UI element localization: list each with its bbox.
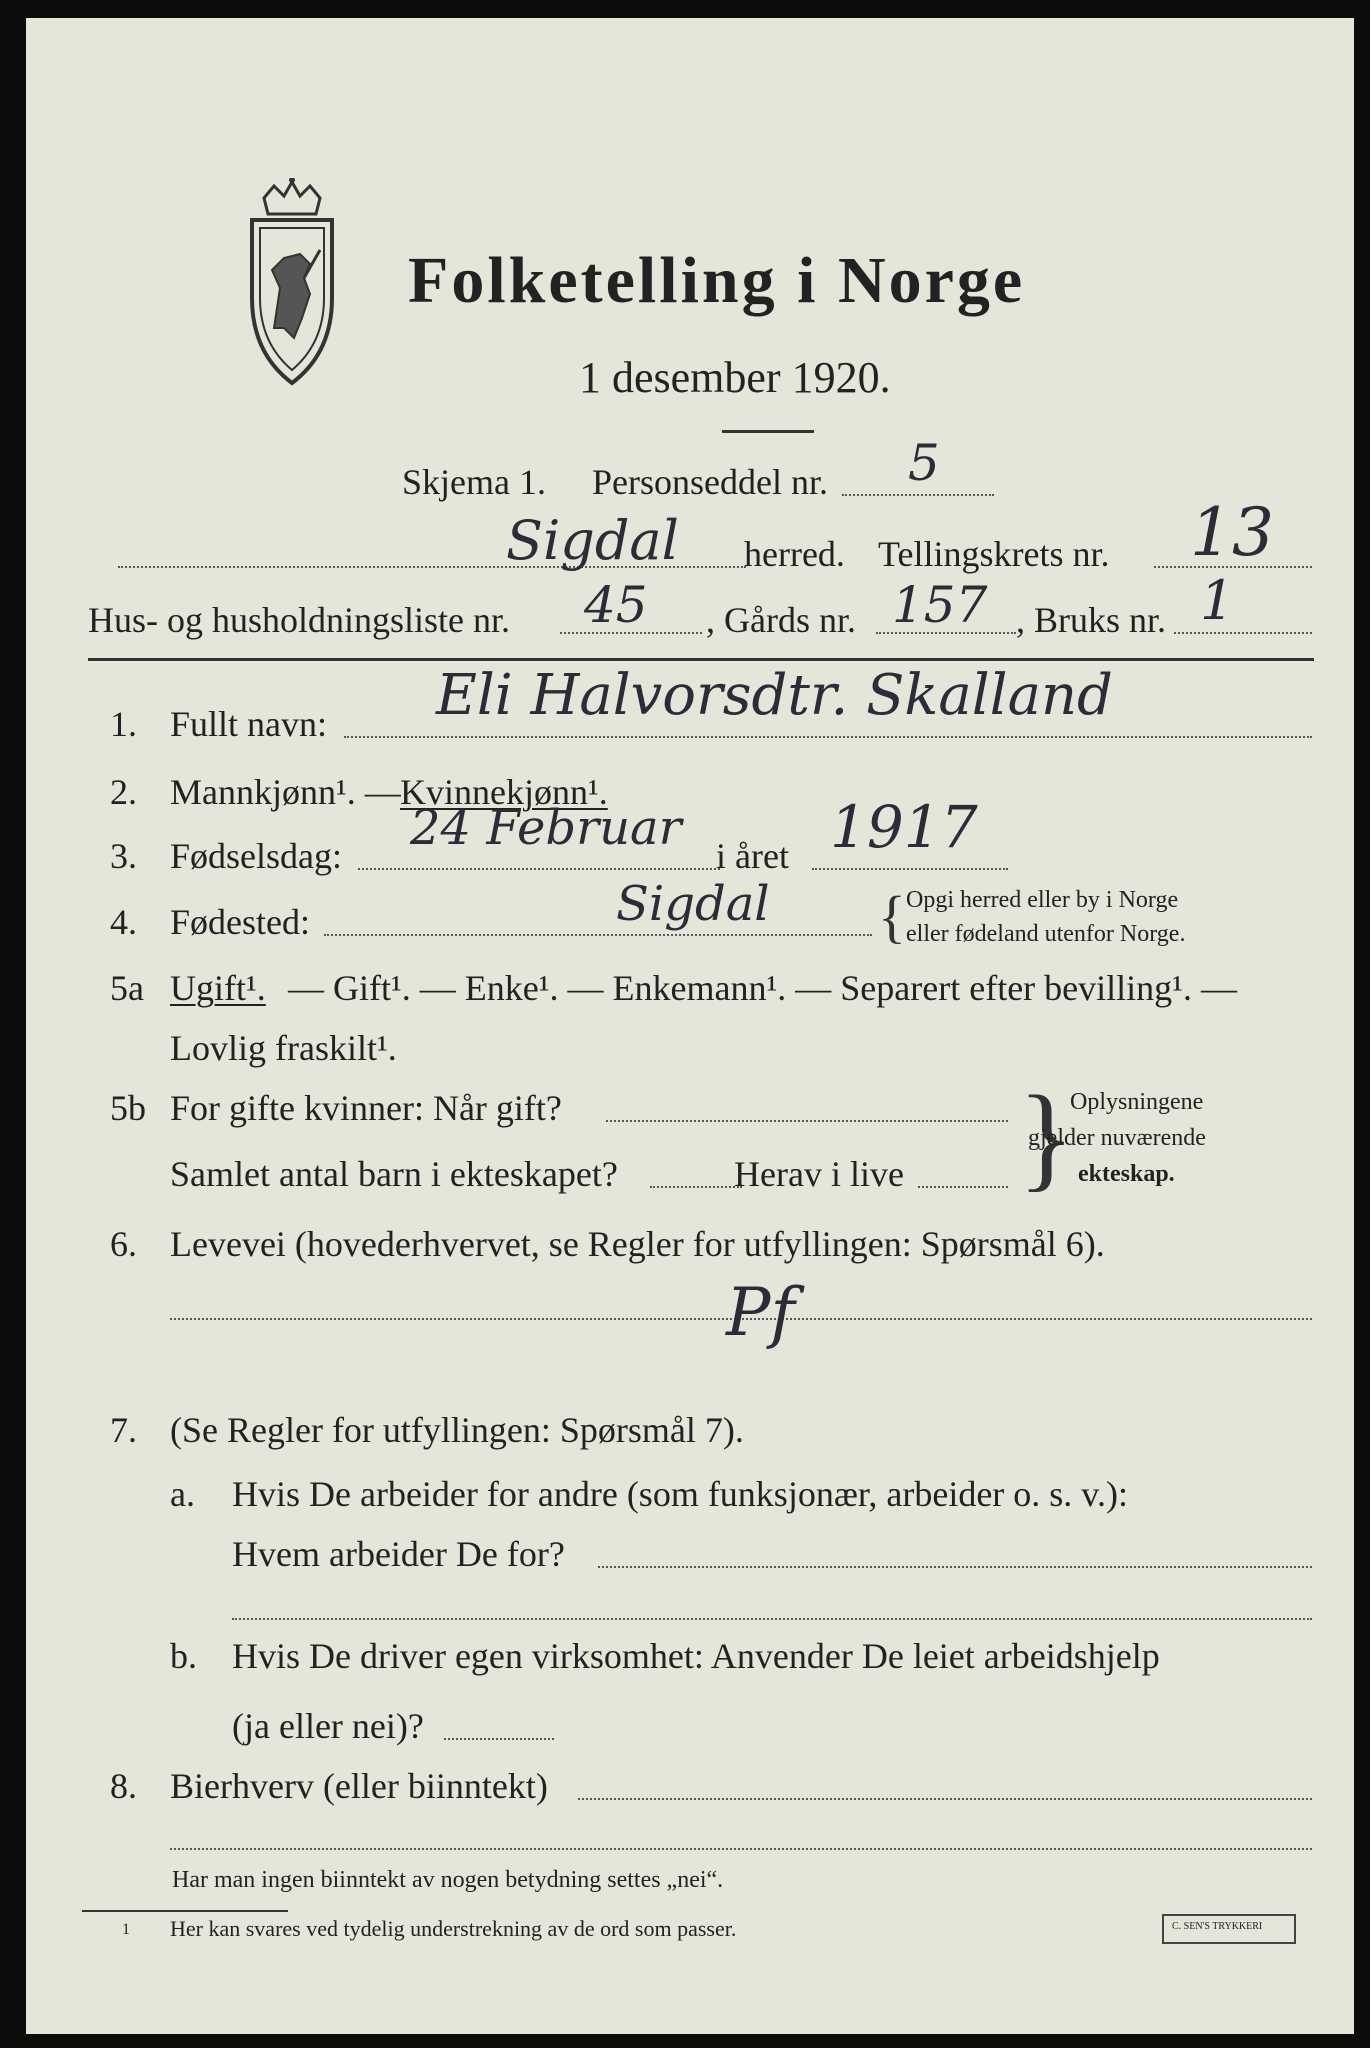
f7a-num: a. [170,1474,195,1514]
f3-label: Fødselsdag: [170,836,343,876]
f6-label: Levevei (hovederhvervet, se Regler for utfyllingen: Spørsmål 6). [170,1224,1105,1264]
f3-year-line [812,868,1008,870]
f5b-note-3: ekteskap. [1078,1161,1175,1187]
hus-value[interactable]: 45 [584,576,648,634]
gards-label: , Gårds nr. [706,600,856,640]
footer-note: Har man ingen biinntekt av nogen betydning settes „nei“. [172,1867,724,1893]
printer-stamp [1162,1914,1296,1944]
f8-num: 8. [110,1766,137,1806]
census-date: 1 desember 1920. [579,353,891,402]
f5b-line2a-dots [650,1186,742,1188]
f5a-ugift: Ugift¹. [170,968,266,1008]
f7b-line2-dots [444,1738,554,1740]
f5b-note-1: Oplysningene [1070,1089,1204,1115]
bruks-label: , Bruks nr. [1016,600,1167,640]
birthday-value[interactable]: 24 Februar [410,800,682,856]
f8-label: Bierhverv (eller biinntekt) [170,1766,548,1806]
tellingskrets-label: Tellingskrets nr. [878,534,1110,574]
f8-line2 [170,1848,1312,1850]
bruks-line [1174,632,1312,634]
f4-note-1: Opgi herred eller by i Norge [906,887,1179,913]
f7b-label: Hvis De driver egen virksomhet: Anvender De leiet arbeidshjelp [232,1636,1160,1676]
f4-note-2: eller fødeland utenfor Norge. [906,921,1186,947]
f3-line [358,868,720,870]
title-divider [722,430,814,433]
f5b-line [606,1120,1008,1122]
personseddel-line [842,494,994,496]
f7a-label: Hvis De arbeider for andre (som funksjonær, arbeider o. s. v.): [232,1474,1128,1514]
f8-line [578,1798,1312,1800]
herred-value[interactable]: Sigdal [506,509,679,572]
f7b-line2: (ja eller nei)? [232,1706,424,1746]
f5b-line2a: Samlet antal barn i ekteskapet? [170,1154,618,1194]
f4-num: 4. [110,902,137,942]
f5b-brace: } [1018,1071,1075,1202]
f5a-line2: Lovlig fraskilt¹. [170,1028,397,1068]
footnote-text: Her kan svares ved tydelig understrekning av de ord som passer. [170,1916,737,1941]
f7-num: 7. [110,1410,137,1450]
f4-line [324,934,872,936]
f1-label: Fullt navn: [170,704,328,744]
f7a-line2-dots [598,1566,1312,1568]
f5a-options: — Gift¹. — Enke¹. — Enkemann¹. — Separert efter bevilling¹. — [288,968,1237,1008]
f5b-note-2: gjelder nuværende [1028,1125,1206,1151]
header-rule [88,658,1314,661]
f1-num: 1. [110,704,137,744]
coat-of-arms-icon [244,178,340,388]
footnote-number: 1 [122,1921,130,1938]
f7-label: (Se Regler for utfyllingen: Spørsmål 7). [170,1410,744,1450]
full-name-value[interactable]: Eli Halvorsdtr. Skalland [436,663,1113,728]
f4-label: Fødested: [170,902,310,942]
personseddel-label: Personseddel nr. [592,462,828,502]
occupation-value[interactable]: Pf [726,1274,795,1351]
f3-year-label: i året [716,836,789,876]
f5b-label: For gifte kvinner: Når gift? [170,1088,562,1128]
hus-label: Hus- og husholdningsliste nr. [88,600,511,640]
f5b-num: 5b [110,1088,146,1128]
f7a-line2: Hvem arbeider De for? [232,1534,565,1574]
skjema-label: Skjema 1. [402,462,546,502]
personseddel-value[interactable]: 5 [908,434,940,492]
f2-num: 2. [110,772,137,812]
f2-female: Kvinnekjønn¹. [400,772,608,812]
footnote-rule [82,1910,288,1912]
printer-stamp-text: C. SEN'S TRYKKERI [1172,1921,1263,1932]
f7a-line3-dots [232,1618,1312,1620]
bruks-value[interactable]: 1 [1200,569,1235,632]
f6-num: 6. [110,1224,137,1264]
f5b-line2b-dots [918,1186,1008,1188]
birthplace-value[interactable]: Sigdal [616,876,770,932]
census-form [26,18,1354,2034]
herred-label: herred. [744,534,845,574]
gards-value[interactable]: 157 [892,576,988,634]
f1-line [344,736,1312,738]
f7b-num: b. [170,1636,197,1676]
f4-brace: { [878,884,906,949]
birth-year-value[interactable]: 1917 [830,793,978,861]
f3-num: 3. [110,836,137,876]
form-title: Folketelling i Norge [408,244,1026,317]
f5a-num: 5a [110,968,144,1008]
tellingskrets-value[interactable]: 13 [1190,494,1274,571]
f5b-line2b: Herav i live [734,1154,904,1194]
f2-male: Mannkjønn¹. — [170,772,401,812]
